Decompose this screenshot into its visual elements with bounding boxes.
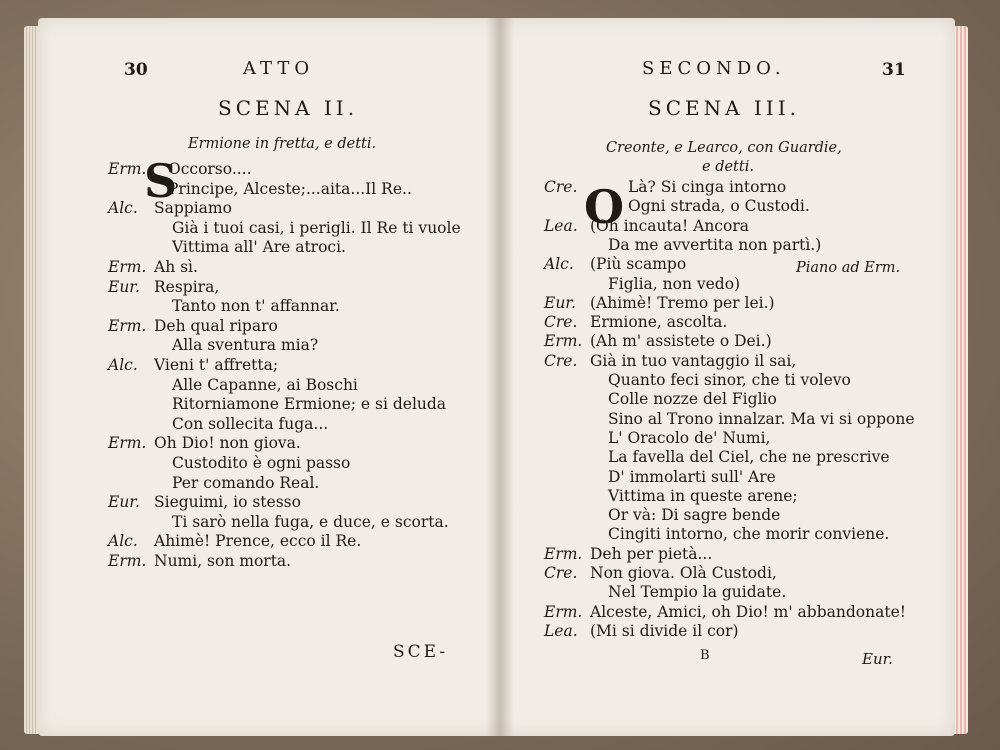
line-text: Deh qual riparo (154, 316, 278, 335)
verse-line (544, 506, 780, 525)
line-text: Principe, Alceste;...aita...Il Re.. (168, 179, 412, 198)
speaker-label: Alc. (108, 532, 138, 551)
speaker-label: Erm. (544, 602, 583, 621)
line-text: (Più scampo (590, 255, 687, 274)
right-page (500, 18, 955, 736)
speaker-label: Eur. (108, 493, 140, 512)
line-text: Alle Capanne, ai Boschi (172, 375, 358, 394)
verse-line (544, 487, 798, 506)
line-text: (Mi si divide il cor) (590, 621, 739, 640)
line-text: Ermione, ascolta. (590, 313, 728, 332)
verse-line (544, 583, 786, 602)
aside-note: Piano ad Erm. (796, 260, 901, 276)
line-text: Custodito è ogni passo (172, 454, 351, 472)
verse-line (108, 317, 278, 336)
verse-line (544, 429, 770, 448)
speaker-label: Alc. (108, 199, 138, 218)
verse-line (544, 410, 915, 429)
line-text: Con sollecita fuga... (172, 414, 329, 433)
line-text: Quanto feci sinor, che ti volevo (608, 371, 851, 389)
line-text: Già i tuoi casi, i perigli. Il Re ti vuole (172, 218, 461, 237)
verse-line (544, 603, 906, 622)
verse-line (544, 313, 727, 332)
verse-line (544, 371, 851, 390)
verse-line (544, 352, 796, 371)
speaker-label: Eur. (544, 293, 576, 312)
verse-line (108, 278, 219, 297)
verse-line (544, 217, 749, 236)
line-text: Respira, (154, 277, 220, 296)
running-head: SECONDO. (642, 58, 786, 79)
line-text: Non giova. Olà Custodi, (590, 564, 777, 582)
catchword: SCE- (393, 642, 449, 662)
drop-cap: S (144, 154, 178, 208)
line-text: Or và: Di sagre bende (608, 506, 781, 525)
verse-line (108, 180, 412, 199)
speaker-label: Erm. (544, 332, 583, 351)
verse-line (108, 474, 319, 493)
line-text: Sino al Trono innalzar. Ma vi si oppone (608, 409, 915, 428)
verse-line (108, 297, 340, 316)
line-text: Deh per pietà... (590, 544, 713, 563)
line-text: Per comando Real. (172, 473, 320, 492)
line-text: Numi, son morta. (154, 552, 292, 570)
line-text: L' Oracolo de' Numi, (608, 428, 771, 447)
page-number: 30 (124, 60, 148, 80)
verse-line (108, 434, 301, 453)
line-text: Ogni strada, o Custodi. (628, 197, 810, 216)
speaker-label: Cre. (544, 178, 578, 196)
verse-line (544, 294, 775, 313)
line-text: Alceste, Amici, oh Dio! m' abbandonate! (590, 602, 906, 621)
verse-line (544, 197, 810, 216)
line-text: Vittima all' Are atroci. (172, 238, 346, 257)
verse-line (544, 564, 777, 583)
verse-line (544, 275, 740, 294)
line-text: Figlia, non vedo) (608, 274, 741, 293)
speaker-label: Erm. (108, 552, 147, 570)
verse-line (108, 258, 198, 277)
verse-line (544, 545, 712, 564)
line-text: Ahimè! Prence, ecco il Re. (154, 532, 362, 551)
stage-direction: Ermione in fretta, e detti. (188, 136, 377, 152)
catchword: Eur. (862, 650, 893, 668)
signature-mark: B (700, 648, 710, 663)
line-text: Oh Dio! non giova. (154, 434, 301, 453)
line-text: Ritorniamone Ermione; e si deluda (172, 395, 447, 414)
verse-line (108, 376, 358, 395)
line-text: Da me avvertita non partì.) (608, 235, 822, 254)
verse-line (544, 622, 739, 641)
speaker-label: Erm. (108, 160, 147, 178)
line-text: Tanto non t' affannar. (172, 297, 340, 316)
line-text: Occorso.... (168, 160, 252, 178)
verse-line (544, 525, 889, 544)
verse-line (108, 160, 252, 179)
verse-line (544, 178, 786, 197)
verse-line (108, 454, 350, 473)
verse-line (108, 356, 278, 375)
verse-line (108, 219, 461, 238)
line-text: Nel Tempio la guidate. (608, 583, 787, 602)
left-page (38, 18, 500, 736)
line-text: D' immolarti sull' Are (608, 467, 776, 486)
line-text: (Ahimè! Tremo per lei.) (590, 293, 775, 312)
verse-line (544, 236, 821, 255)
verse-line (108, 493, 301, 512)
line-text: La favella del Ciel, che ne prescrive (608, 448, 890, 467)
speaker-label: Alc. (544, 255, 574, 274)
verse-line (108, 513, 449, 532)
speaker-label: Alc. (108, 356, 138, 374)
verse-line (544, 255, 686, 274)
line-text: Sieguimi, io stesso (154, 493, 301, 512)
line-text: (Ah m' assistete o Dei.) (590, 332, 772, 351)
verse-line (108, 552, 291, 571)
verse-line (544, 332, 772, 351)
line-text: Sappiamo (154, 199, 232, 218)
speaker-label: Erm. (108, 258, 147, 276)
running-head: ATTO (243, 58, 315, 79)
verse-line (108, 336, 318, 355)
line-text: Vittima in queste arene; (608, 486, 798, 505)
scene-title: SCENA II. (218, 96, 359, 120)
speaker-label: Lea. (544, 216, 578, 235)
stage-direction-1: Creonte, e Learco, con Guardie, (606, 140, 842, 156)
speaker-label: Erm. (544, 544, 583, 563)
scene-title: SCENA III. (648, 96, 800, 120)
line-text: Là? Si cinga intorno (628, 178, 787, 196)
line-text: Già in tuo vantaggio il sai, (590, 351, 797, 370)
verse-line (108, 238, 346, 257)
page-number: 31 (882, 60, 906, 80)
speaker-label: Eur. (108, 277, 140, 296)
speaker-label: Erm. (108, 316, 147, 335)
line-text: Ti sarò nella fuga, e duce, e scorta. (172, 512, 449, 531)
line-text: Colle nozze del Figlio (608, 390, 777, 409)
verse-line (108, 199, 232, 218)
line-text: Cingiti intorno, che morir conviene. (608, 525, 890, 544)
verse-line (544, 448, 890, 467)
drop-cap: O (584, 180, 625, 234)
stage-direction-2: e detti. (702, 159, 754, 175)
speaker-label: Lea. (544, 621, 578, 640)
verse-line (544, 468, 776, 487)
speaker-label: Cre. (544, 564, 578, 582)
verse-line (108, 395, 446, 414)
line-text: (Oh incauta! Ancora (590, 216, 749, 235)
line-text: Alla sventura mia? (172, 336, 319, 355)
book-gutter (486, 18, 514, 736)
line-text: Ah sì. (154, 258, 198, 276)
verse-line (544, 390, 777, 409)
speaker-label: Erm. (108, 434, 147, 453)
line-text: Vieni t' affretta; (154, 356, 279, 374)
speaker-label: Cre. (544, 351, 578, 370)
verse-line (108, 415, 328, 434)
speaker-label: Cre. (544, 313, 578, 332)
verse-line (108, 532, 361, 551)
